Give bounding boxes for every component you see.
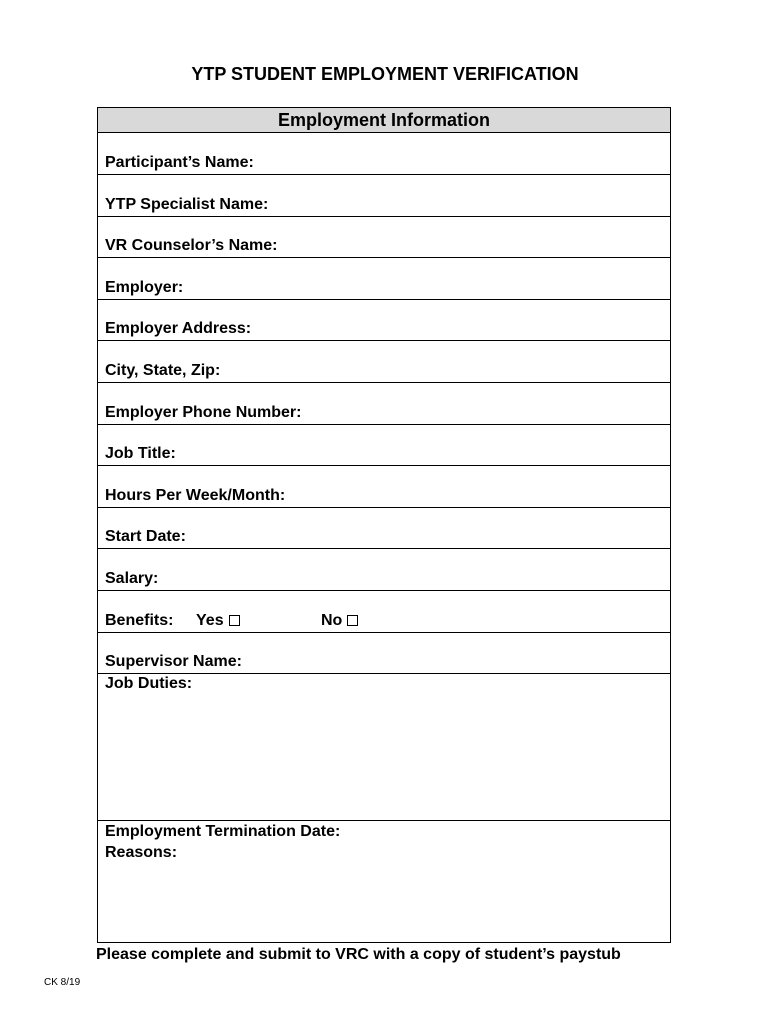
form-code: CK 8/19 — [44, 977, 81, 988]
hours-per-week-month-row[interactable] — [98, 466, 670, 508]
job-duties-row[interactable] — [98, 674, 670, 821]
employer-phone-label: Employer Phone Number: — [105, 404, 302, 421]
vr-counselor-name-label: VR Counselor’s Name: — [105, 237, 278, 254]
termination-row[interactable] — [98, 821, 670, 942]
city-state-zip-row[interactable] — [98, 341, 670, 383]
employer-row[interactable] — [98, 258, 670, 300]
employment-information-table — [97, 107, 671, 943]
job-title-row[interactable] — [98, 425, 670, 466]
supervisor-name-label: Supervisor Name: — [105, 653, 242, 670]
employer-phone-row[interactable] — [98, 383, 670, 425]
benefits-row — [98, 591, 670, 633]
benefits-yes-option[interactable] — [196, 612, 240, 630]
city-state-zip-label: City, State, Zip: — [105, 362, 221, 379]
job-title-label: Job Title: — [105, 445, 176, 462]
ytp-specialist-name-label: YTP Specialist Name: — [105, 196, 269, 213]
benefits-yes-checkbox[interactable] — [229, 615, 240, 626]
employer-address-row[interactable] — [98, 300, 670, 341]
employer-label: Employer: — [105, 279, 184, 296]
benefits-yes-label: Yes — [196, 612, 224, 629]
termination-date-label: Employment Termination Date: — [105, 823, 341, 840]
benefits-label: Benefits: — [105, 612, 174, 629]
start-date-label: Start Date: — [105, 528, 186, 545]
employer-address-label: Employer Address: — [105, 320, 252, 337]
submission-instructions: Please complete and submit to VRC with a copy of student’s paystub — [96, 946, 621, 963]
section-header: Employment Information — [98, 108, 670, 133]
ytp-specialist-name-row[interactable] — [98, 175, 670, 217]
benefits-no-label: No — [321, 612, 343, 629]
supervisor-name-row[interactable] — [98, 633, 670, 674]
salary-row[interactable] — [98, 549, 670, 591]
reasons-label: Reasons: — [105, 844, 178, 861]
hours-per-week-month-label: Hours Per Week/Month: — [105, 487, 286, 504]
benefits-no-option[interactable] — [321, 612, 358, 630]
vr-counselor-name-row[interactable] — [98, 217, 670, 258]
job-duties-label: Job Duties: — [105, 675, 193, 692]
form-title: YTP STUDENT EMPLOYMENT VERIFICATION — [191, 64, 579, 84]
participant-name-row[interactable] — [98, 133, 670, 175]
salary-label: Salary: — [105, 570, 159, 587]
participant-name-label: Participant’s Name: — [105, 154, 254, 171]
start-date-row[interactable] — [98, 508, 670, 549]
benefits-no-checkbox[interactable] — [347, 615, 358, 626]
